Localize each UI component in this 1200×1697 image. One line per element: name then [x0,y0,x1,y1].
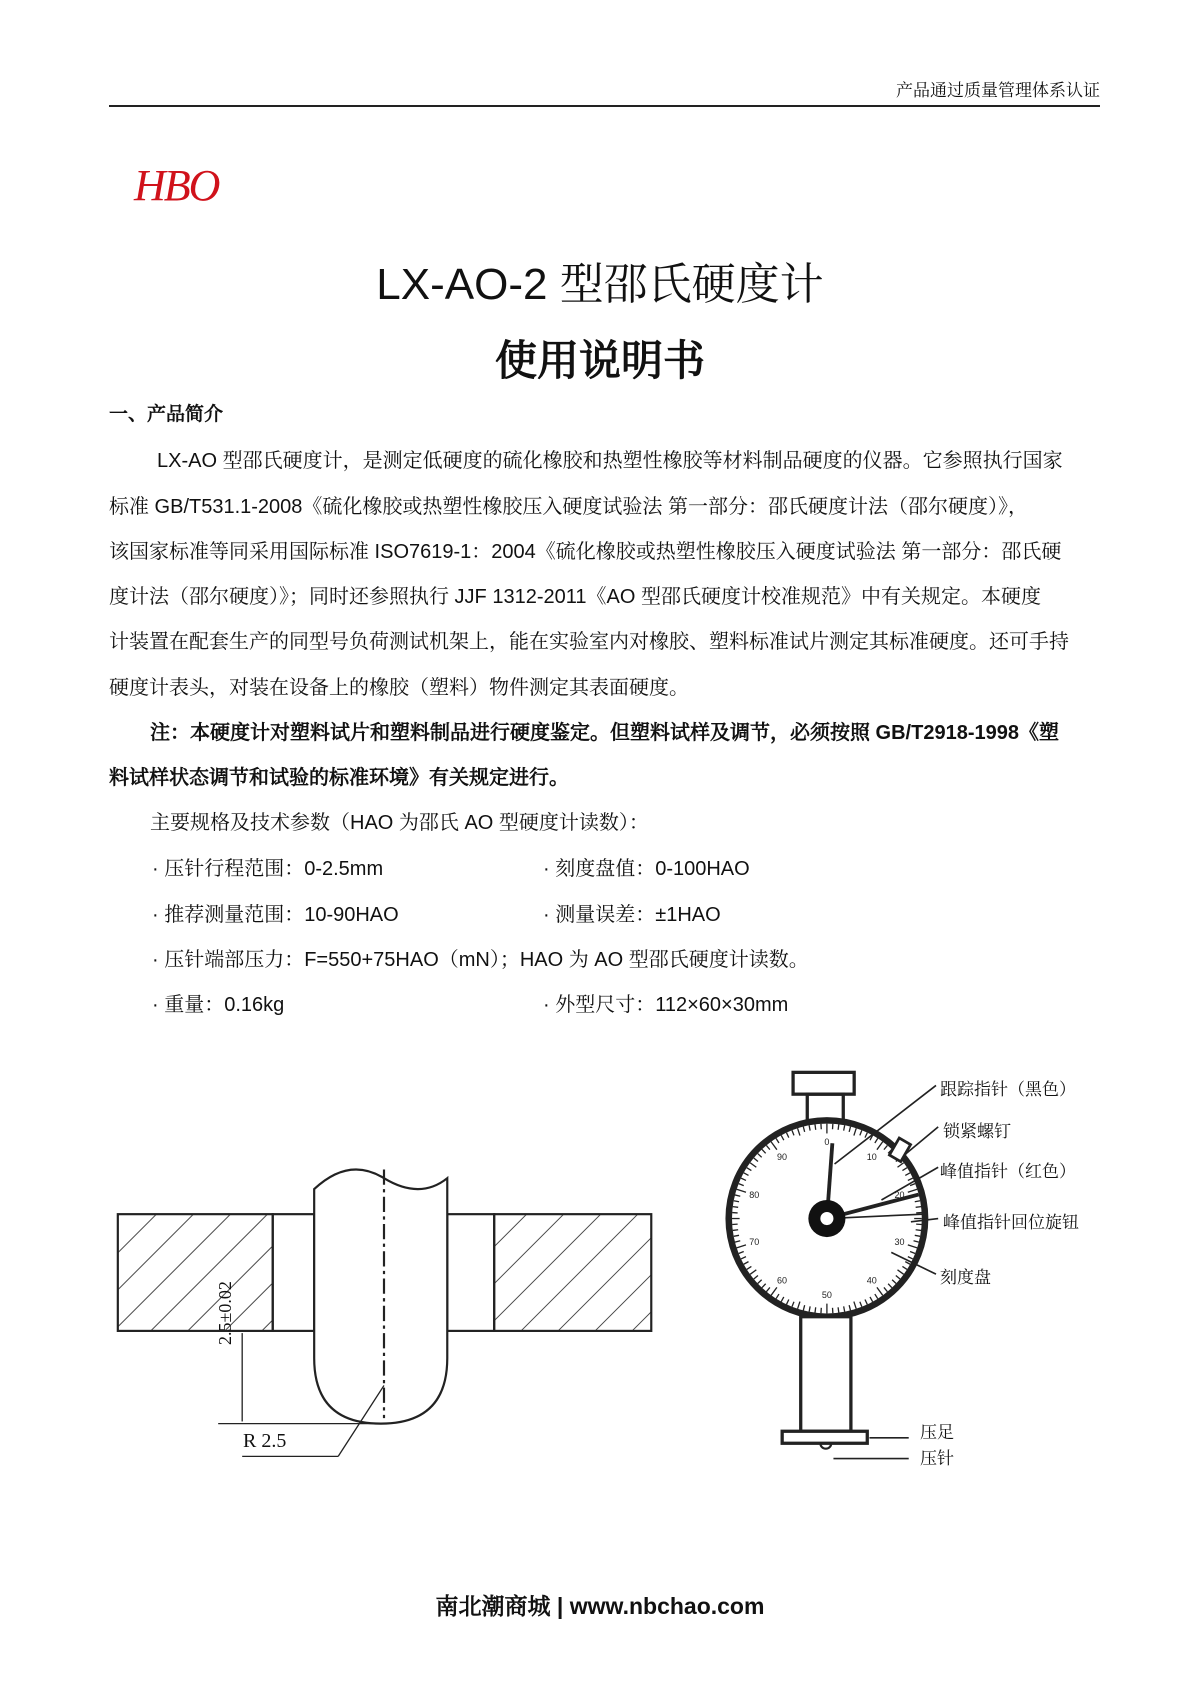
certification-header: 产品通过质量管理体系认证 [896,81,1100,100]
label-tracking-needle: 跟踪指针（黑色） [940,1080,1076,1100]
dial-tick [916,1207,921,1208]
radius-label: R 2.5 [243,1430,287,1452]
durometer-gauge [729,1072,938,1458]
label-lock-screw: 锁紧螺钉 [943,1122,1011,1142]
dial-tick [815,1307,816,1312]
dial-number: 20 [894,1189,905,1200]
label-peak-needle: 峰值指针（红色） [940,1162,1076,1182]
dial-number: 70 [749,1237,760,1248]
paragraph-line: 该国家标准等同采用国际标准 ISO7619-1：2004《硫化橡胶或热塑性橡胶压入硬度试验法 第一部分：邵氏硬 [109,541,1062,563]
dial-tick [838,1307,839,1312]
paragraph-line: 度计法（邵尔硬度）》；同时还参照执行 JJF 1312-2011《AO 型邵氏硬度计校准规范》中有关规定。本硬度 [109,586,1041,608]
dial-number: 10 [866,1151,877,1162]
paragraph-line: 标准 GB/T531.1-2008《硫化橡胶或热塑性橡胶压入硬度试验法 第一部分：邵氏硬度计法（邵尔硬度）》， [109,496,1028,518]
note-line: 注：本硬度计对塑料试片和塑料制品进行硬度鉴定。但塑料试样及调节，必须按照 GB/T2918-1998《塑 [150,722,1059,744]
dial-tick [733,1230,738,1231]
dial-number: 60 [777,1275,788,1286]
indenter-cross-section [118,1169,651,1456]
spec-item: · 刻度盘值：0-100HAO [543,858,750,880]
spec-item: · 外型尺寸：112×60×30mm [543,994,789,1016]
paragraph-line: 计装置在配套生产的同型号负荷测试机架上，能在实验室内对橡胶、塑料标准试片测定其标准硬度。还可手持 [109,631,1069,653]
paragraph-line: LX-AO 型邵氏硬度计，是测定低硬度的硫化橡胶和热塑性橡胶等材料制品硬度的仪器。它参照执行国家 [157,450,1063,472]
dial-number: 80 [749,1189,760,1200]
note-line: 料试样状态调节和试验的标准环境》有关规定进行。 [109,767,569,789]
dial-tick [733,1207,738,1208]
spec-item: · 测量误差：±1HAO [543,904,721,926]
spec-item: · 推荐测量范围：10-90HAO [152,904,399,926]
dimension-label: 2.5±0.02 [215,1281,235,1345]
dial-tick [838,1124,839,1129]
spec-item: · 压针行程范围：0-2.5mm [152,858,384,880]
dial-tick [815,1124,816,1129]
dial-number: 30 [894,1237,905,1248]
label-presser-foot: 压足 [920,1423,954,1443]
label-dial: 刻度盘 [940,1268,991,1288]
label-reset-knob: 峰值指针回位旋钮 [943,1213,1079,1233]
hbo-logo: HBO [134,161,219,210]
dial-number: 0 [824,1137,830,1148]
footer-site: 南北潮商城 | www.nbchao.com [435,1593,765,1619]
spec-intro: 主要规格及技术参数（HAO 为邵氏 AO 型硬度计读数）： [150,812,649,834]
dial-number: 40 [866,1275,877,1286]
document-subtitle: 使用说明书 [494,337,705,384]
document-title: LX-AO-2 型邵氏硬度计 [376,260,824,309]
paragraph-line: 硬度计表头，对装在设备上的橡胶（塑料）物件测定其表面硬度。 [109,677,689,699]
dial-number: 50 [821,1289,832,1300]
section-heading: 一、产品简介 [109,404,224,425]
dial-number: 90 [777,1151,788,1162]
dial-tick [916,1230,921,1231]
spec-item: · 压针端部压力：F=550+75HAO（mN）；HAO 为 AO 型邵氏硬度计读数。 [152,949,809,971]
spec-item: · 重量：0.16kg [152,994,285,1016]
label-indenter: 压针 [920,1449,954,1469]
